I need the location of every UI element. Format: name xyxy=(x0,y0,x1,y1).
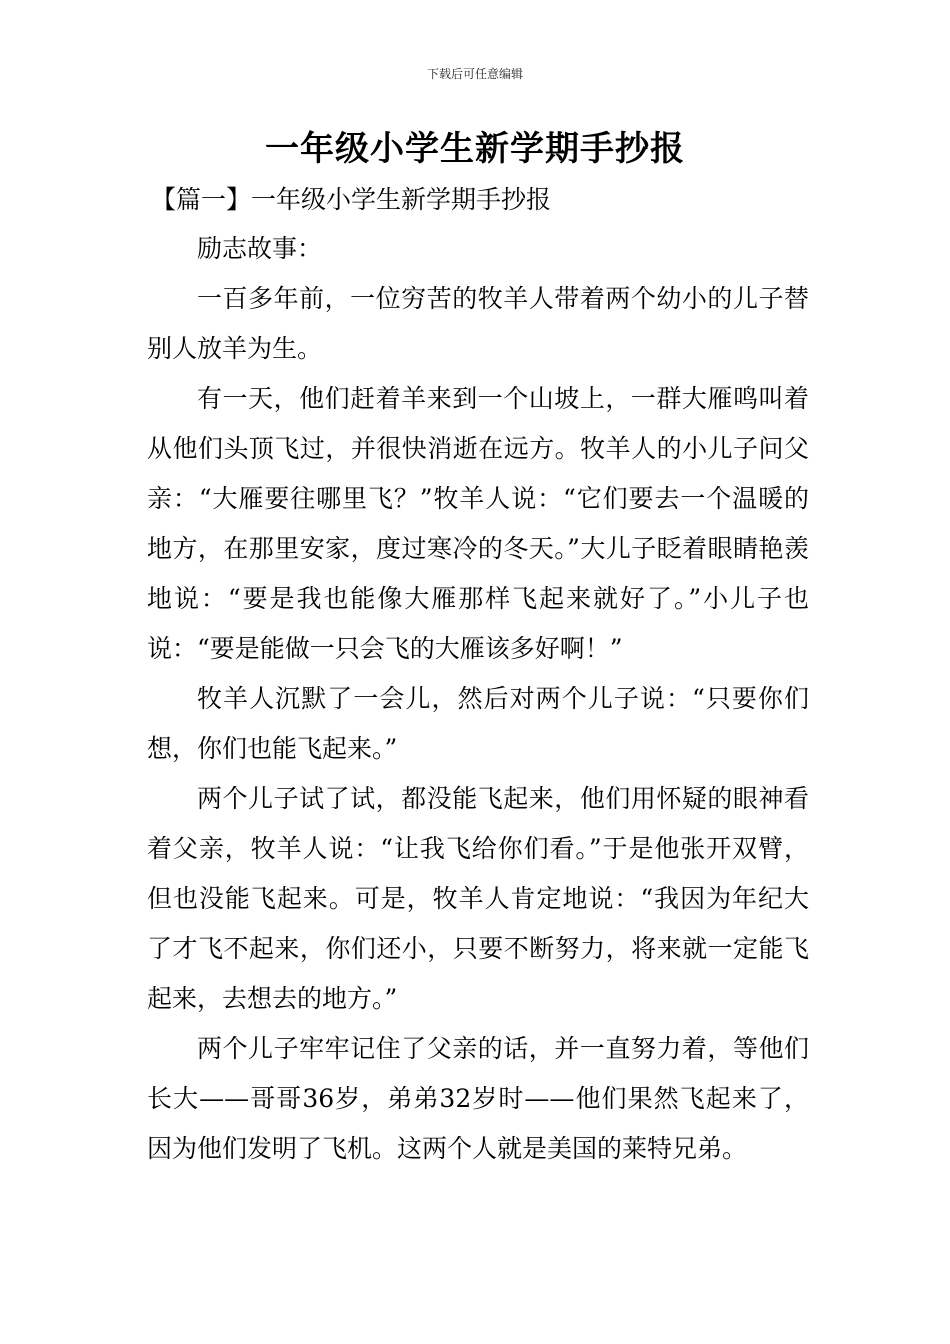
document-title: 一年级小学生新学期手抄报 xyxy=(265,129,685,169)
paragraph: 一百多年前，一位穷苦的牧羊人带着两个幼小的儿子替别人放羊为生。 xyxy=(147,284,809,363)
section-heading: 【篇一】一年级小学生新学期手抄报 xyxy=(151,185,552,214)
paragraph: 有一天，他们赶着羊来到一个山坡上，一群大雁鸣叫着从他们头顶飞过，并很快消逝在远方。牧羊人的小儿子问父亲：“大雁要往哪里飞？”牧羊人说：“它们要去一个温暖的地方，在那里安家，度过寒冷的冬天。”大儿子眨着眼睛艳羡地说：“要是我也能像大雁那样飞起来就好了。”小儿子也说：“要是能做一只会飞的大雁该多好啊！” xyxy=(147,384,809,663)
paragraph-label: 励志故事： xyxy=(197,234,323,263)
header-note: 下载后可任意编辑 xyxy=(426,67,523,81)
paragraph: 两个儿子试了试，都没能飞起来，他们用怀疑的眼神看着父亲，牧羊人说：“让我飞给你们看。”于是他张开双臂，但也没能飞起来。可是，牧羊人肯定地说：“我因为年纪大了才飞不起来，你们还小，只要不断努力，将来就一定能飞起来，去想去的地方。” xyxy=(147,784,809,1013)
paragraph: 牧羊人沉默了一会儿，然后对两个儿子说：“只要你们想，你们也能飞起来。” xyxy=(147,684,809,763)
document-body xyxy=(147,224,809,1174)
paragraph: 两个儿子牢牢记住了父亲的话，并一直努力着，等他们长大——哥哥36岁，弟弟32岁时——他们果然飞起来了，因为他们发明了飞机。这两个人就是美国的莱特兄弟。 xyxy=(147,1034,809,1163)
